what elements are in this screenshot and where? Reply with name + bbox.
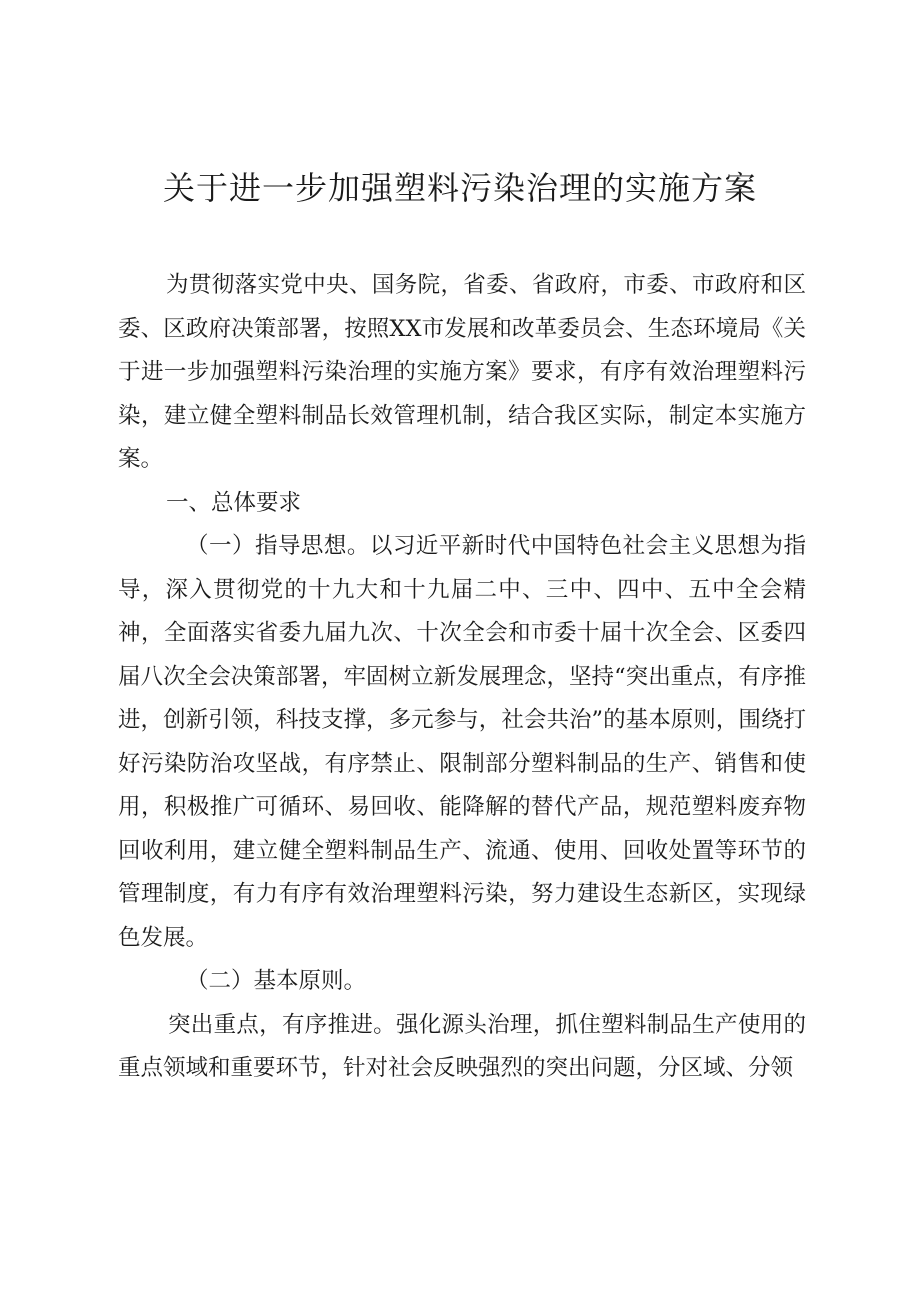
section-heading-general-requirements: 一、总体要求	[166, 489, 302, 516]
basic-principles-heading: （二）基本原则。	[186, 968, 367, 994]
document-title: 关于进一步加强塑料污染治理的实施方案	[162, 169, 757, 207]
document-body	[118, 264, 806, 1091]
principle-paragraph: 突出重点，有序推进。强化源头治理，抓住塑料制品生产使用的重点领域和重要环节，针对社会反映强烈的突出问题，分区域、分领	[118, 1011, 806, 1081]
guiding-ideology-paragraph: （一）指导思想。以习近平新时代中国特色社会主义思想为指导，深入贯彻党的十九大和十九届二中、三中、四中、五中全会精神，全面落实省委九届九次、十次全会和市委十届十次全会、区委四届八次全会决策部署，牢固树立新发展理念，坚持“突出重点，有序推进，创新引领，科技支撑，多元参与，社会共治”的基本原则，围绕打好污染防治攻坚战，有序禁止、限制部分塑料制品的生产、销售和使用，积极推广可循环、易回收、能降解的替代产品，规范塑料废弃物回收利用，建立健全塑料制品生产、流通、使用、回收处置等环节的管理制度，有力有序有效治理塑料污染，努力建设生态新区，实现绿色发展。	[118, 533, 806, 951]
intro-paragraph: 为贯彻落实党中央、国务院，省委、省政府，市委、市政府和区委、区政府决策部署，按照XX市发展和改革委员会、生态环境局《关于进一步加强塑料污染治理的实施方案》要求，有序有效治理塑料污染，建立健全塑料制品长效管理机制，结合我区实际，制定本实施方案。	[118, 272, 806, 472]
